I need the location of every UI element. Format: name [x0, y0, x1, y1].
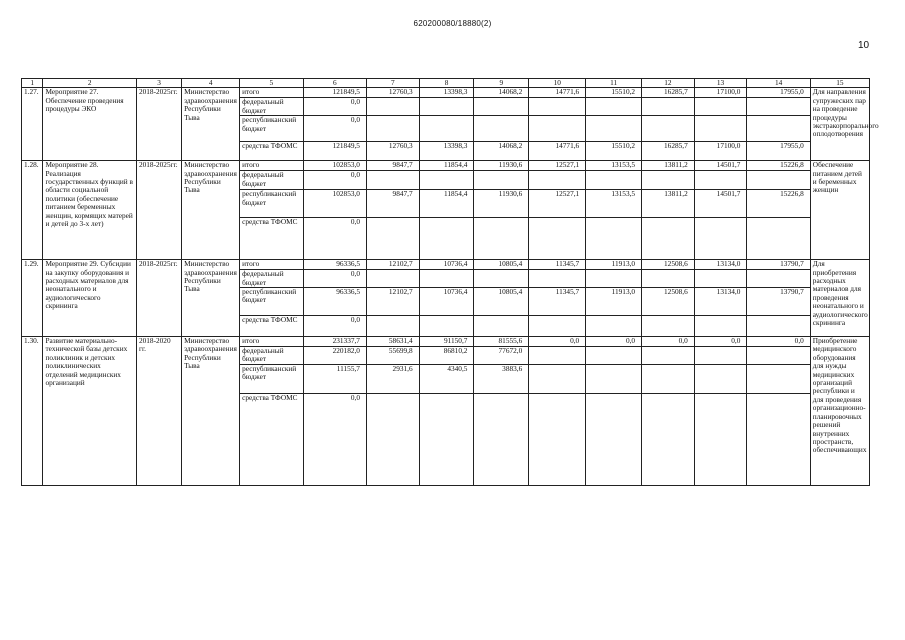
amount-cell: 77672,0 — [474, 347, 529, 365]
amount-cell: 11854,4 — [419, 190, 474, 218]
funding-source: средства ТФОМС — [240, 393, 303, 485]
column-number-header: 9 — [474, 79, 529, 88]
amount-cell: 3883,6 — [474, 364, 529, 393]
amount-cell — [694, 270, 747, 288]
amount-cell: 14068,2 — [474, 142, 529, 161]
amount-cell — [747, 171, 810, 190]
funding-source: федеральный бюджет — [240, 171, 303, 190]
amount-cell — [419, 98, 474, 116]
amount-cell: 10805,4 — [474, 260, 529, 270]
amount-cell — [747, 270, 810, 288]
column-number-header: 12 — [642, 79, 695, 88]
amount-cell — [747, 393, 810, 485]
amount-cell — [642, 171, 695, 190]
amount-cell — [366, 171, 419, 190]
amount-cell — [694, 364, 747, 393]
expected-result: Приобретение медицинского оборудования для нужды медицинских организаций республики и для проведения организационно-планировочных решений внутренних пространств, обеспечивающих — [810, 337, 869, 486]
amount-cell — [642, 347, 695, 365]
column-number-header: 15 — [810, 79, 869, 88]
measure-name: Мероприятие 28. Реализация государственных функций в области социальной политики (обеспечение питанием беременных женщин, кормящих матерей и детей до 3-х лет) — [43, 161, 137, 260]
amount-cell: 0,0 — [747, 337, 810, 347]
amount-cell — [642, 393, 695, 485]
amount-cell: 0,0 — [586, 337, 642, 347]
measure-name: Мероприятие 27. Обеспечение проведения процедуры ЭКО — [43, 88, 137, 161]
amount-cell: 12508,6 — [642, 288, 695, 316]
funding-source: средства ТФОМС — [240, 316, 303, 337]
amount-cell — [474, 116, 529, 142]
amount-cell: 9847,7 — [366, 161, 419, 171]
amount-cell: 12527,1 — [529, 161, 586, 171]
amount-cell — [366, 316, 419, 337]
amount-cell — [747, 316, 810, 337]
amount-cell: 12102,7 — [366, 260, 419, 270]
amount-cell: 0,0 — [303, 393, 366, 485]
amount-cell — [366, 98, 419, 116]
amount-cell — [694, 347, 747, 365]
amount-cell: 10736,4 — [419, 260, 474, 270]
amount-cell — [529, 347, 586, 365]
amount-cell — [529, 98, 586, 116]
amount-cell: 13790,7 — [747, 288, 810, 316]
column-number-header: 2 — [43, 79, 137, 88]
column-number-header: 5 — [240, 79, 303, 88]
amount-cell — [419, 218, 474, 260]
page-number: 10 — [858, 40, 870, 51]
document-id: 620200080/18880(2) — [413, 19, 492, 28]
amount-cell — [529, 393, 586, 485]
amount-cell — [529, 316, 586, 337]
amount-cell: 11155,7 — [303, 364, 366, 393]
amount-cell: 11345,7 — [529, 260, 586, 270]
amount-cell — [586, 347, 642, 365]
funding-source: республиканский бюджет — [240, 190, 303, 218]
amount-cell: 17100,0 — [694, 88, 747, 98]
amount-cell — [642, 116, 695, 142]
amount-cell — [529, 171, 586, 190]
amount-cell: 15510,2 — [586, 88, 642, 98]
amount-cell: 10736,4 — [419, 288, 474, 316]
funding-source: республиканский бюджет — [240, 288, 303, 316]
amount-cell — [419, 393, 474, 485]
amount-cell — [694, 316, 747, 337]
amount-cell: 13398,3 — [419, 142, 474, 161]
item-number: 1.30. — [22, 337, 43, 486]
amount-cell: 13134,0 — [694, 260, 747, 270]
table-row — [22, 88, 870, 98]
amount-cell: 10805,4 — [474, 288, 529, 316]
amount-cell: 0,0 — [303, 171, 366, 190]
amount-cell — [747, 116, 810, 142]
amount-cell: 14771,6 — [529, 142, 586, 161]
amount-cell: 12527,1 — [529, 190, 586, 218]
amount-cell — [642, 270, 695, 288]
amount-cell — [366, 116, 419, 142]
funding-source: итого — [240, 161, 303, 171]
amount-cell — [694, 98, 747, 116]
amount-cell — [694, 171, 747, 190]
amount-cell: 0,0 — [303, 218, 366, 260]
column-number-header: 10 — [529, 79, 586, 88]
amount-cell: 4340,5 — [419, 364, 474, 393]
amount-cell: 11854,4 — [419, 161, 474, 171]
amount-cell: 0,0 — [529, 337, 586, 347]
amount-cell — [694, 218, 747, 260]
amount-cell: 220182,0 — [303, 347, 366, 365]
period: 2018-2025гг. — [136, 161, 181, 260]
amount-cell — [642, 364, 695, 393]
amount-cell: 12102,7 — [366, 288, 419, 316]
amount-cell: 0,0 — [303, 316, 366, 337]
table-row — [22, 161, 870, 171]
funding-source: средства ТФОМС — [240, 142, 303, 161]
amount-cell — [642, 98, 695, 116]
item-number: 1.29. — [22, 260, 43, 337]
amount-cell — [366, 270, 419, 288]
amount-cell: 14068,2 — [474, 88, 529, 98]
expected-result: Для приобретения расходных материалов для проведения неонатального и аудиологического скрининга — [810, 260, 869, 337]
amount-cell: 0,0 — [303, 270, 366, 288]
amount-cell: 17955,0 — [747, 88, 810, 98]
program-table — [21, 78, 879, 486]
period: 2018-2020 гг. — [136, 337, 181, 486]
amount-cell: 12508,6 — [642, 260, 695, 270]
amount-cell: 11345,7 — [529, 288, 586, 316]
executor: Министерство здравоохранения Республики Тыва — [182, 260, 240, 337]
funding-source: итого — [240, 260, 303, 270]
funding-source: республиканский бюджет — [240, 116, 303, 142]
amount-cell: 11930,6 — [474, 161, 529, 171]
amount-cell: 13134,0 — [694, 288, 747, 316]
amount-cell: 15226,8 — [747, 161, 810, 171]
amount-cell: 58631,4 — [366, 337, 419, 347]
amount-cell — [529, 218, 586, 260]
period: 2018-2025гг. — [136, 88, 181, 161]
funding-source: федеральный бюджет — [240, 270, 303, 288]
executor: Министерство здравоохранения Республики Тыва — [182, 337, 240, 486]
amount-cell — [642, 218, 695, 260]
column-number-header: 11 — [586, 79, 642, 88]
amount-cell — [474, 98, 529, 116]
measure-name: Развитие материально-технической базы детских поликлиник и детских поликлинических отделений медицинских организаций — [43, 337, 137, 486]
amount-cell — [586, 171, 642, 190]
amount-cell — [529, 364, 586, 393]
amount-cell: 11930,6 — [474, 190, 529, 218]
amount-cell: 13153,5 — [586, 161, 642, 171]
amount-cell: 15226,8 — [747, 190, 810, 218]
amount-cell: 12760,3 — [366, 88, 419, 98]
funding-source: итого — [240, 88, 303, 98]
amount-cell: 15510,2 — [586, 142, 642, 161]
amount-cell: 121849,5 — [303, 88, 366, 98]
table-body — [22, 87, 879, 485]
amount-cell: 13398,3 — [419, 88, 474, 98]
amount-cell: 17100,0 — [694, 142, 747, 161]
table-row — [22, 337, 870, 347]
amount-cell: 0,0 — [303, 98, 366, 116]
amount-cell — [529, 116, 586, 142]
amount-cell — [747, 347, 810, 365]
amount-cell — [586, 116, 642, 142]
amount-cell — [419, 316, 474, 337]
executor: Министерство здравоохранения Республики Тыва — [182, 88, 240, 161]
amount-cell — [474, 218, 529, 260]
funding-source: федеральный бюджет — [240, 98, 303, 116]
amount-cell: 96336,5 — [303, 288, 366, 316]
amount-cell: 16285,7 — [642, 88, 695, 98]
expected-result: Для направления супружеских пар на проведение процедуры экстракорпорального оплодотворения — [810, 88, 869, 161]
amount-cell — [474, 393, 529, 485]
amount-cell: 13811,2 — [642, 190, 695, 218]
amount-cell: 13811,2 — [642, 161, 695, 171]
funding-source: средства ТФОМС — [240, 218, 303, 260]
amount-cell: 121849,5 — [303, 142, 366, 161]
amount-cell — [586, 218, 642, 260]
amount-cell — [747, 364, 810, 393]
amount-cell — [529, 270, 586, 288]
period: 2018-2025гг. — [136, 260, 181, 337]
column-number-header: 7 — [366, 79, 419, 88]
amount-cell: 81555,6 — [474, 337, 529, 347]
amount-cell: 102853,0 — [303, 190, 366, 218]
amount-cell: 13153,5 — [586, 190, 642, 218]
column-number-header: 4 — [182, 79, 240, 88]
amount-cell: 14501,7 — [694, 161, 747, 171]
amount-cell: 11913,0 — [586, 288, 642, 316]
expected-result: Обеспечение питанием детей и беременных женщин — [810, 161, 869, 260]
amount-cell — [586, 316, 642, 337]
amount-cell — [747, 98, 810, 116]
column-number-header: 13 — [694, 79, 747, 88]
amount-cell — [419, 171, 474, 190]
amount-cell: 55699,8 — [366, 347, 419, 365]
amount-cell — [694, 116, 747, 142]
amount-cell: 2931,6 — [366, 364, 419, 393]
amount-cell — [474, 171, 529, 190]
funding-source: итого — [240, 337, 303, 347]
amount-cell — [366, 393, 419, 485]
funding-source: федеральный бюджет — [240, 347, 303, 365]
amount-cell — [694, 393, 747, 485]
executor: Министерство здравоохранения Республики Тыва — [182, 161, 240, 260]
amount-cell — [366, 218, 419, 260]
column-number-header: 1 — [22, 79, 43, 88]
item-number: 1.27. — [22, 88, 43, 161]
table-row — [22, 260, 870, 270]
amount-cell: 14771,6 — [529, 88, 586, 98]
item-number: 1.28. — [22, 161, 43, 260]
amount-cell — [474, 316, 529, 337]
amount-cell — [586, 364, 642, 393]
amount-cell: 12760,3 — [366, 142, 419, 161]
amount-cell: 9847,7 — [366, 190, 419, 218]
column-number-header: 8 — [419, 79, 474, 88]
funding-source: республиканский бюджет — [240, 364, 303, 393]
column-number-header: 3 — [136, 79, 181, 88]
amount-cell: 96336,5 — [303, 260, 366, 270]
amount-cell — [586, 270, 642, 288]
amount-cell: 91150,7 — [419, 337, 474, 347]
amount-cell: 86810,2 — [419, 347, 474, 365]
amount-cell: 231337,7 — [303, 337, 366, 347]
measure-name: Мероприятие 29. Субсидии на закупку оборудования и расходных материалов для неонатального и аудиологического скрининга — [43, 260, 137, 337]
amount-cell — [642, 316, 695, 337]
amount-cell: 13790,7 — [747, 260, 810, 270]
column-number-header: 14 — [747, 79, 810, 88]
amount-cell — [419, 116, 474, 142]
amount-cell: 11913,0 — [586, 260, 642, 270]
amount-cell: 0,0 — [694, 337, 747, 347]
amount-cell — [747, 218, 810, 260]
amount-cell: 16285,7 — [642, 142, 695, 161]
amount-cell: 0,0 — [303, 116, 366, 142]
amount-cell: 0,0 — [642, 337, 695, 347]
amount-cell: 102853,0 — [303, 161, 366, 171]
amount-cell — [474, 270, 529, 288]
column-number-header: 6 — [303, 79, 366, 88]
amount-cell — [586, 98, 642, 116]
amount-cell: 17955,0 — [747, 142, 810, 161]
amount-cell: 14501,7 — [694, 190, 747, 218]
amount-cell — [586, 393, 642, 485]
amount-cell — [419, 270, 474, 288]
